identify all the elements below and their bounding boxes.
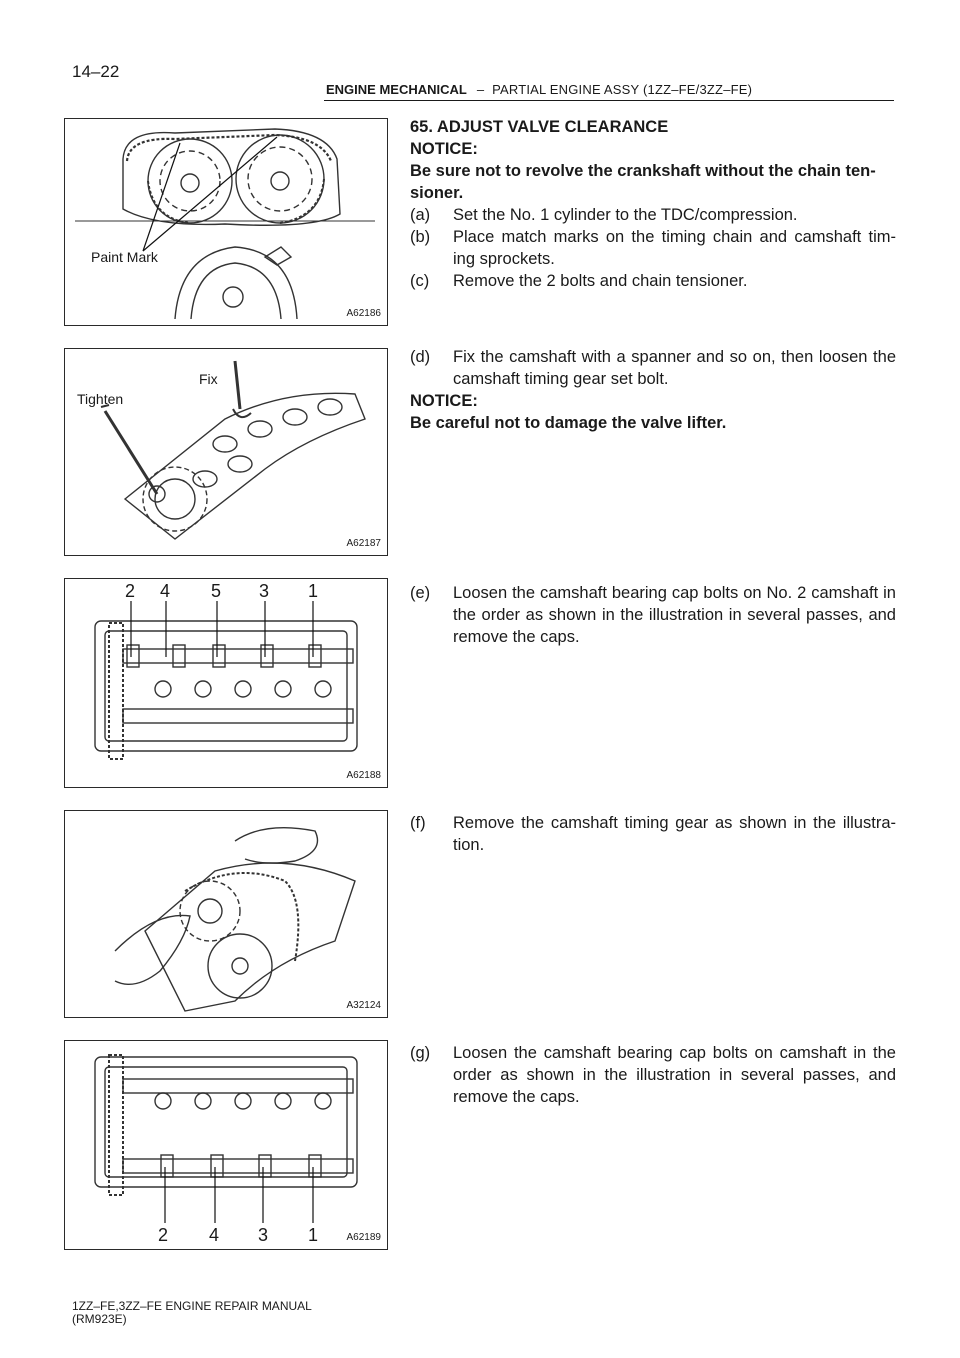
manual-footer xyxy=(72,1300,312,1326)
cap-order-number: 3 xyxy=(258,1225,269,1245)
paint-mark-label: Paint Mark xyxy=(91,249,158,265)
step-title: 65. ADJUST VALVE CLEARANCE xyxy=(410,118,669,136)
step-text: Fix the camshaft with a spanner and so on, then loosen the camshaft timing gear set bolt. xyxy=(453,348,896,388)
cap-order-number: 1 xyxy=(308,581,319,601)
step-marker: (d) xyxy=(410,348,431,366)
step-text: Set the No. 1 cylinder to the TDC/compression. xyxy=(453,206,798,224)
step-marker: (e) xyxy=(410,584,431,602)
step-marker: (f) xyxy=(410,814,426,832)
step-marker: (b) xyxy=(410,228,431,246)
section-header xyxy=(326,82,752,97)
figure-remove-timing-gear xyxy=(64,810,388,1018)
cylinder-head-illustration xyxy=(65,1041,388,1250)
tighten-label: Tighten xyxy=(77,391,124,407)
figure-paint-mark xyxy=(64,118,388,326)
figure-id: A62186 xyxy=(346,308,381,319)
cap-order-number: 4 xyxy=(209,1225,220,1245)
step-e-block xyxy=(410,582,896,648)
spanner-illustration xyxy=(65,349,388,556)
step-65-block xyxy=(410,116,896,292)
figure-cap-order-no2 xyxy=(64,578,388,788)
manual-title: 1ZZ–FE,3ZZ–FE ENGINE REPAIR MANUAL xyxy=(72,1299,312,1313)
figure-cap-order xyxy=(64,1040,388,1250)
section-name: ENGINE MECHANICAL xyxy=(326,82,467,97)
step-text: Remove the 2 bolts and chain tensioner. xyxy=(453,272,748,290)
step-g-block xyxy=(410,1042,896,1108)
notice-text: Be sure not to revolve the crankshaft without the chain ten- sioner. xyxy=(410,162,876,202)
step-marker: (a) xyxy=(410,206,431,224)
notice-text: Be careful not to damage the valve lifter. xyxy=(410,414,727,432)
step-f xyxy=(410,812,896,856)
step-a xyxy=(410,204,896,226)
step-text: Loosen the camshaft bearing cap bolts on camshaft in the order as shown in the illustration in several passes, and remove the caps. xyxy=(453,1044,896,1106)
step-e xyxy=(410,582,896,648)
step-c xyxy=(410,270,896,292)
step-text: Loosen the camshaft bearing cap bolts on No. 2 camshaft in the order as shown in the illustration in several passes, and remove the caps. xyxy=(453,584,896,646)
step-marker: (g) xyxy=(410,1044,431,1062)
step-d-block xyxy=(410,346,896,434)
step-marker: (c) xyxy=(410,272,430,290)
figure-id: A62187 xyxy=(346,538,381,549)
header-rule xyxy=(324,100,894,101)
figure-fix-tighten xyxy=(64,348,388,556)
figure-id: A62188 xyxy=(346,770,381,781)
step-b xyxy=(410,226,896,270)
notice-label: NOTICE: xyxy=(410,140,478,158)
cap-order-number: 2 xyxy=(158,1225,169,1245)
step-f-block xyxy=(410,812,896,856)
step-text: Remove the camshaft timing gear as shown in the illustra- tion. xyxy=(453,814,896,854)
subsection-name: PARTIAL ENGINE ASSY (1ZZ–FE/3ZZ–FE) xyxy=(492,82,753,97)
fix-label: Fix xyxy=(199,371,218,387)
page-number: 14–22 xyxy=(72,62,120,81)
cap-order-number: 1 xyxy=(308,1225,319,1245)
cap-order-number: 2 xyxy=(125,581,136,601)
header-separator: – xyxy=(476,82,485,97)
notice-label: NOTICE: xyxy=(410,392,478,410)
figure-id: A62189 xyxy=(346,1232,381,1243)
manual-code: (RM923E) xyxy=(72,1312,127,1326)
cylinder-head-illustration xyxy=(65,579,388,788)
timing-chain-illustration xyxy=(65,119,388,326)
cap-order-number: 5 xyxy=(211,581,222,601)
cap-order-number: 3 xyxy=(259,581,270,601)
step-text: Place match marks on the timing chain and camshaft tim- ing sprockets. xyxy=(453,228,896,268)
cap-order-number: 4 xyxy=(160,581,171,601)
step-d xyxy=(410,346,896,390)
timing-gear-illustration xyxy=(65,811,388,1018)
figure-id: A32124 xyxy=(346,1000,381,1011)
step-g xyxy=(410,1042,896,1108)
